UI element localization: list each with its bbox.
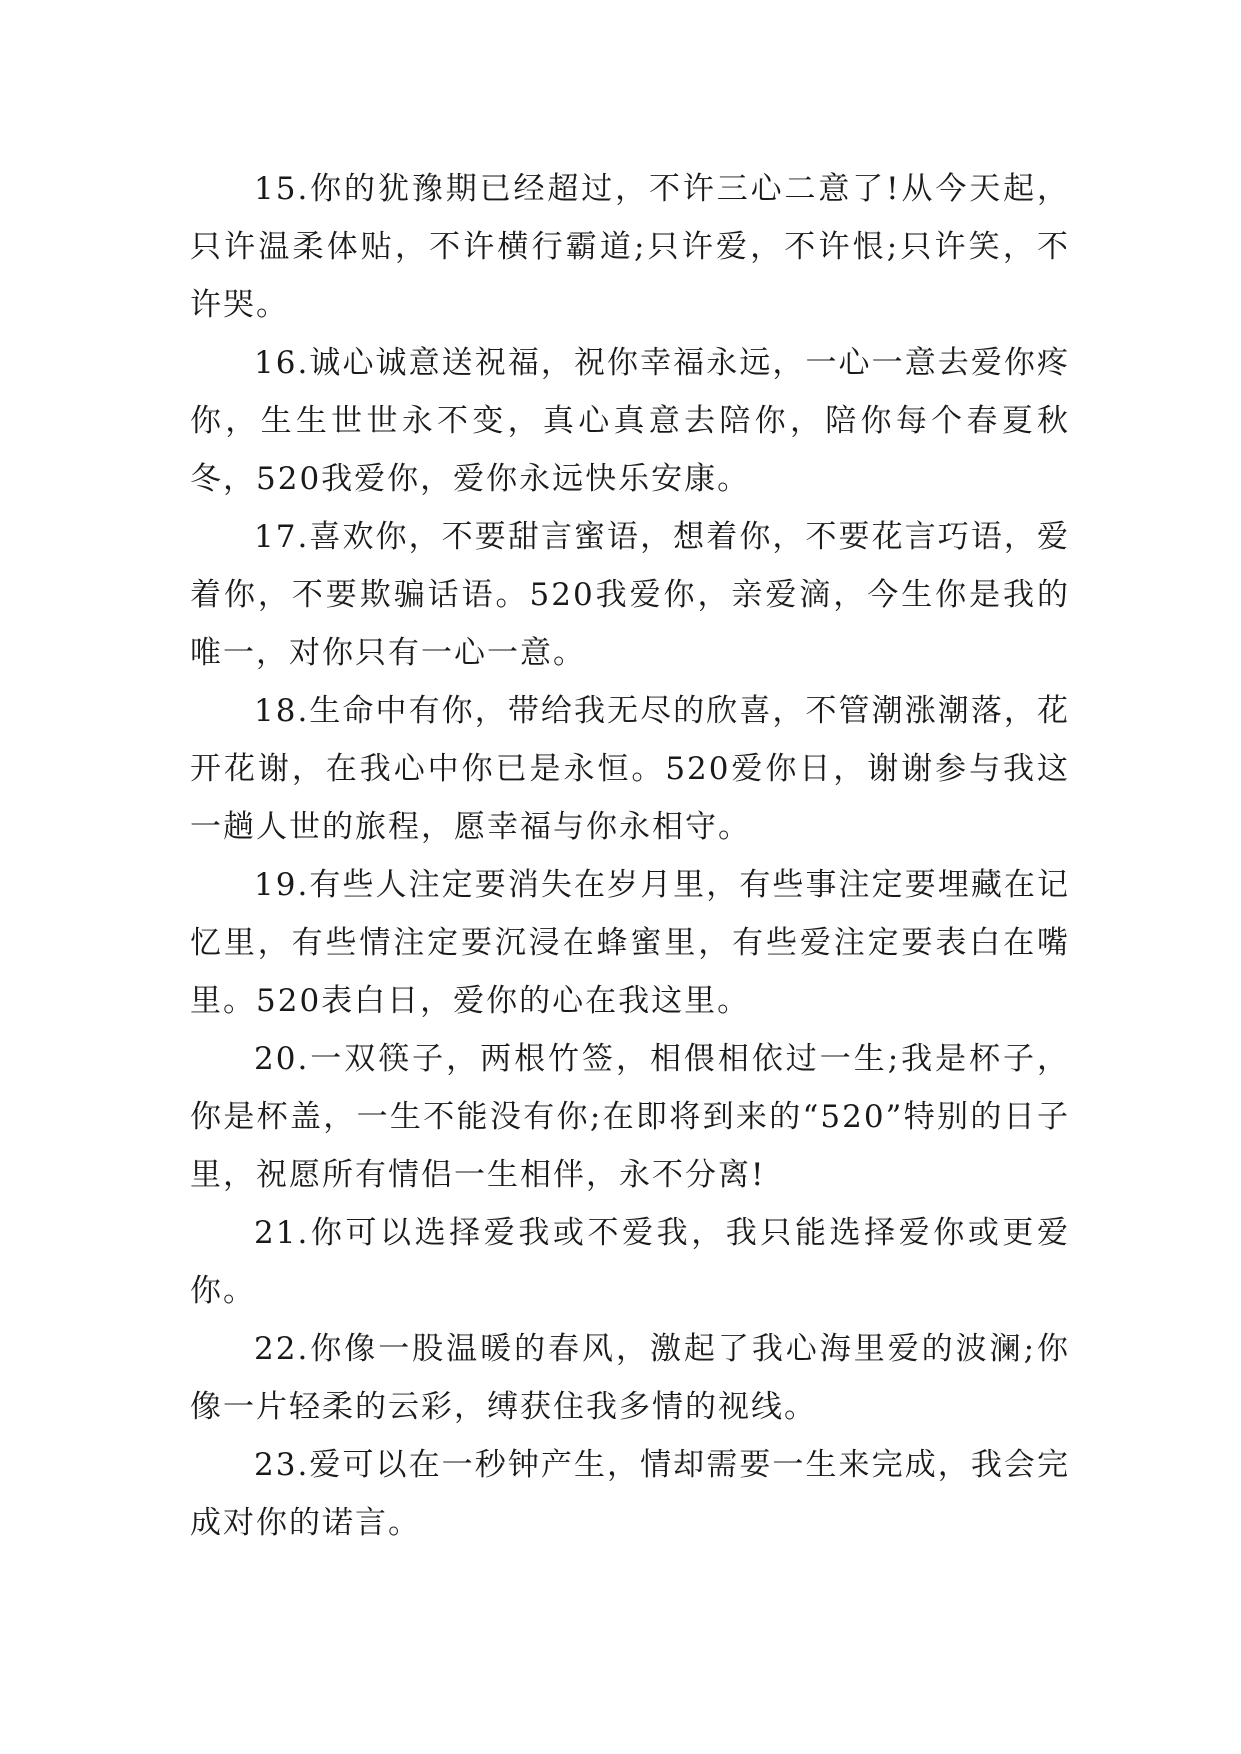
paragraph-19: 19.有些人注定要消失在岁月里，有些事注定要埋藏在记忆里，有些情注定要沉浸在蜂蜜里，有些爱注定要表白在嘴里。520表白日，爱你的心在我这里。 <box>190 867 1070 1019</box>
paragraph-23: 23.爱可以在一秒钟产生，情却需要一生来完成，我会完成对你的诺言。 <box>190 1447 1070 1541</box>
paragraph-17: 17.喜欢你，不要甜言蜜语，想着你，不要花言巧语，爱着你，不要欺骗话语。520我爱你，亲爱滴，今生你是我的唯一，对你只有一心一意。 <box>190 519 1070 671</box>
paragraph-21: 21.你可以选择爱我或不爱我，我只能选择爱你或更爱你。 <box>190 1215 1070 1309</box>
document-body <box>190 160 1070 1552</box>
paragraph-18: 18.生命中有你，带给我无尽的欣喜，不管潮涨潮落，花开花谢，在我心中你已是永恒。520爱你日，谢谢参与我这一趟人世的旅程，愿幸福与你永相守。 <box>190 693 1070 845</box>
paragraph-22: 22.你像一股温暖的春风，激起了我心海里爱的波澜;你像一片轻柔的云彩，缚获住我多情的视线。 <box>190 1331 1070 1425</box>
paragraph-15: 15.你的犹豫期已经超过，不许三心二意了!从今天起，只许温柔体贴，不许横行霸道;只许爱，不许恨;只许笑，不许哭。 <box>190 171 1070 323</box>
paragraph-20: 20.一双筷子，两根竹签，相偎相依过一生;我是杯子，你是杯盖，一生不能没有你;在即将到来的“520”特别的日子里，祝愿所有情侣一生相伴，永不分离! <box>190 1041 1070 1193</box>
paragraph-16: 16.诚心诚意送祝福，祝你幸福永远，一心一意去爱你疼你，生生世世永不变，真心真意去陪你，陪你每个春夏秋冬，520我爱你，爱你永远快乐安康。 <box>190 345 1070 497</box>
